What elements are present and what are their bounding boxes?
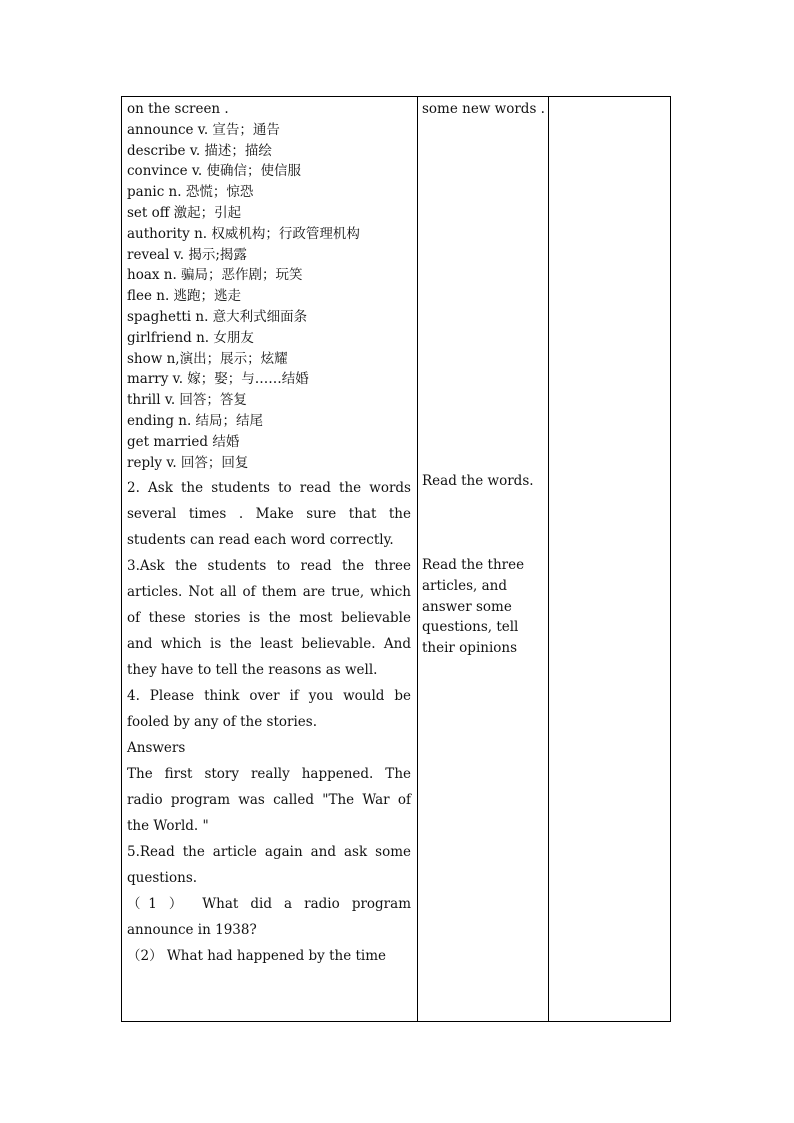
question-item: （2） What had happened by the time	[127, 948, 387, 965]
student-activity-cell	[418, 97, 549, 1022]
vocab-item: hoax n. 骗局；恶作剧；玩笑	[127, 267, 303, 284]
vocab-item: girlfriend n. 女朋友	[127, 329, 254, 346]
vocab-item: announce v. 宣告；通告	[127, 121, 280, 138]
notes-cell	[549, 97, 671, 1022]
vocab-item: authority n. 权威机构；行政管理机构	[127, 225, 360, 242]
vocab-item: thrill v. 回答；答复	[127, 392, 247, 409]
answer-text: The first story really happened. The radio program was called "The War of the World. "	[127, 766, 411, 835]
lesson-table	[121, 96, 671, 1022]
answers-heading: Answers	[127, 740, 186, 757]
vocab-item: set off 激起；引起	[127, 204, 242, 221]
vocab-item: convince v. 使确信；使信服	[127, 163, 301, 180]
vocab-item: ending n. 结局；结尾	[127, 412, 264, 429]
vocab-item: panic n. 恐慌；惊恐	[127, 184, 254, 201]
vocab-item: describe v. 描述；描绘	[127, 142, 272, 159]
step-think-over: 4. Please think over if you would be fooled by any of the stories.	[127, 688, 411, 731]
teacher-activity-cell	[122, 97, 418, 1022]
step-read-articles: 3.Ask the students to read the three articles. Not all of them are true, which of these stories is the most believable and which is the least believable. And they have to tell the reasons as well.	[127, 558, 411, 679]
vocabulary-list	[122, 97, 417, 473]
student-activity-note: Read the words.	[422, 473, 534, 489]
vocab-item: on the screen .	[127, 101, 229, 117]
vocab-item: get married 结婚	[127, 433, 240, 450]
vocab-item: marry v. 嫁；娶；与……结婚	[127, 371, 309, 388]
vocab-item: flee n. 逃跑；逃走	[127, 288, 242, 305]
vocab-item: spaghetti n. 意大利式细面条	[127, 308, 308, 325]
student-activity-note: some new words .	[422, 101, 545, 117]
question-item: （1 ） What did a radio program announce in 1938?	[127, 896, 411, 939]
vocab-item: show n,演出；展示；炫耀	[127, 350, 288, 367]
step-read-words: 2. Ask the students to read the words several times . Make sure that the students can read each word correctly.	[127, 480, 411, 549]
table-row	[122, 97, 671, 1022]
vocab-item: reveal v. 揭示;揭露	[127, 246, 247, 263]
step-questions: 5.Read the article again and ask some questions.	[127, 844, 411, 887]
vocab-item: reply v. 回答；回复	[127, 454, 249, 471]
procedure-steps	[122, 473, 417, 969]
student-activity-note: Read the three articles, and answer some questions, tell their opinions	[422, 557, 525, 657]
